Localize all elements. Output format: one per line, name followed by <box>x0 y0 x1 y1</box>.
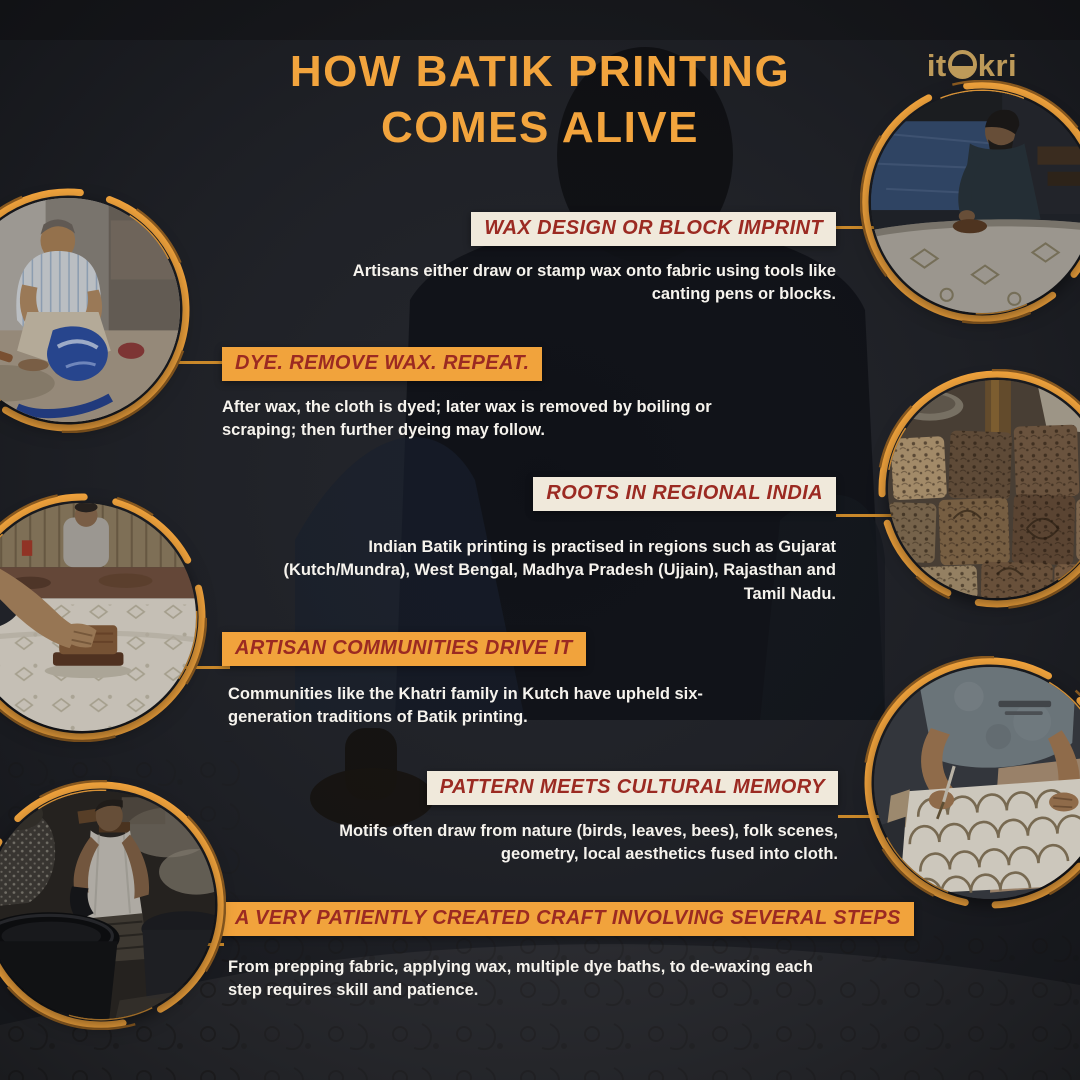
section-body-artisan-communities: Communities like the Khatri family in Kutch have upheld six-generation traditions of Batik printing. <box>228 685 703 727</box>
itokri-logo-o-icon <box>948 50 977 79</box>
section-title-cultural-memory: PATTERN MEETS CULTURAL MEMORY <box>427 771 838 805</box>
photo-dye-vat <box>0 780 226 1030</box>
photo-canting-pen-drawing <box>863 656 1080 910</box>
page-title-line1: HOW BATIK PRINTING <box>289 47 791 96</box>
section-title-wax-design: WAX DESIGN OR BLOCK IMPRINT <box>471 212 836 246</box>
section-title-artisan-communities: ARTISAN COMMUNITIES DRIVE IT <box>222 632 586 666</box>
section-body-patient-craft: From prepping fabric, applying wax, multiple dye baths, to de-waxing each step requires skill and patience. <box>228 958 813 1000</box>
section-body-wax-design: Artisans either draw or stamp wax onto fabric using tools like canting pens or blocks. <box>352 262 836 304</box>
section-body-regional-roots: Indian Batik printing is practised in regions such as Gujarat (Kutch/Mundra), West Bengal, Madhya Pradesh (Ujjain), Rajasthan and Tamil Nadu. <box>283 538 836 603</box>
section-title-regional-roots: ROOTS IN REGIONAL INDIA <box>533 477 836 511</box>
page-title-line2: COMES ALIVE <box>380 103 699 153</box>
section-body-dye-remove-wax: After wax, the cloth is dyed; later wax is removed by boiling or scraping; then further dyeing may follow. <box>222 398 712 440</box>
section-title-patient-craft: A VERY PATIENTLY CREATED CRAFT INVOLVING SEVERAL STEPS <box>222 902 914 936</box>
itokri-logo: it kri <box>926 48 1018 83</box>
photo-hand-pressing-block <box>0 492 207 742</box>
section-body-cultural-memory: Motifs often draw from nature (birds, leaves, bees), folk scenes, geometry, local aesthetics fused into cloth. <box>339 822 838 864</box>
photo-block-printing-table <box>860 80 1080 324</box>
section-title-dye-remove-wax: DYE. REMOVE WAX. REPEAT. <box>222 347 542 381</box>
photo-washing-dyed-fabric <box>0 187 191 433</box>
photo-carved-wooden-blocks <box>877 369 1080 609</box>
